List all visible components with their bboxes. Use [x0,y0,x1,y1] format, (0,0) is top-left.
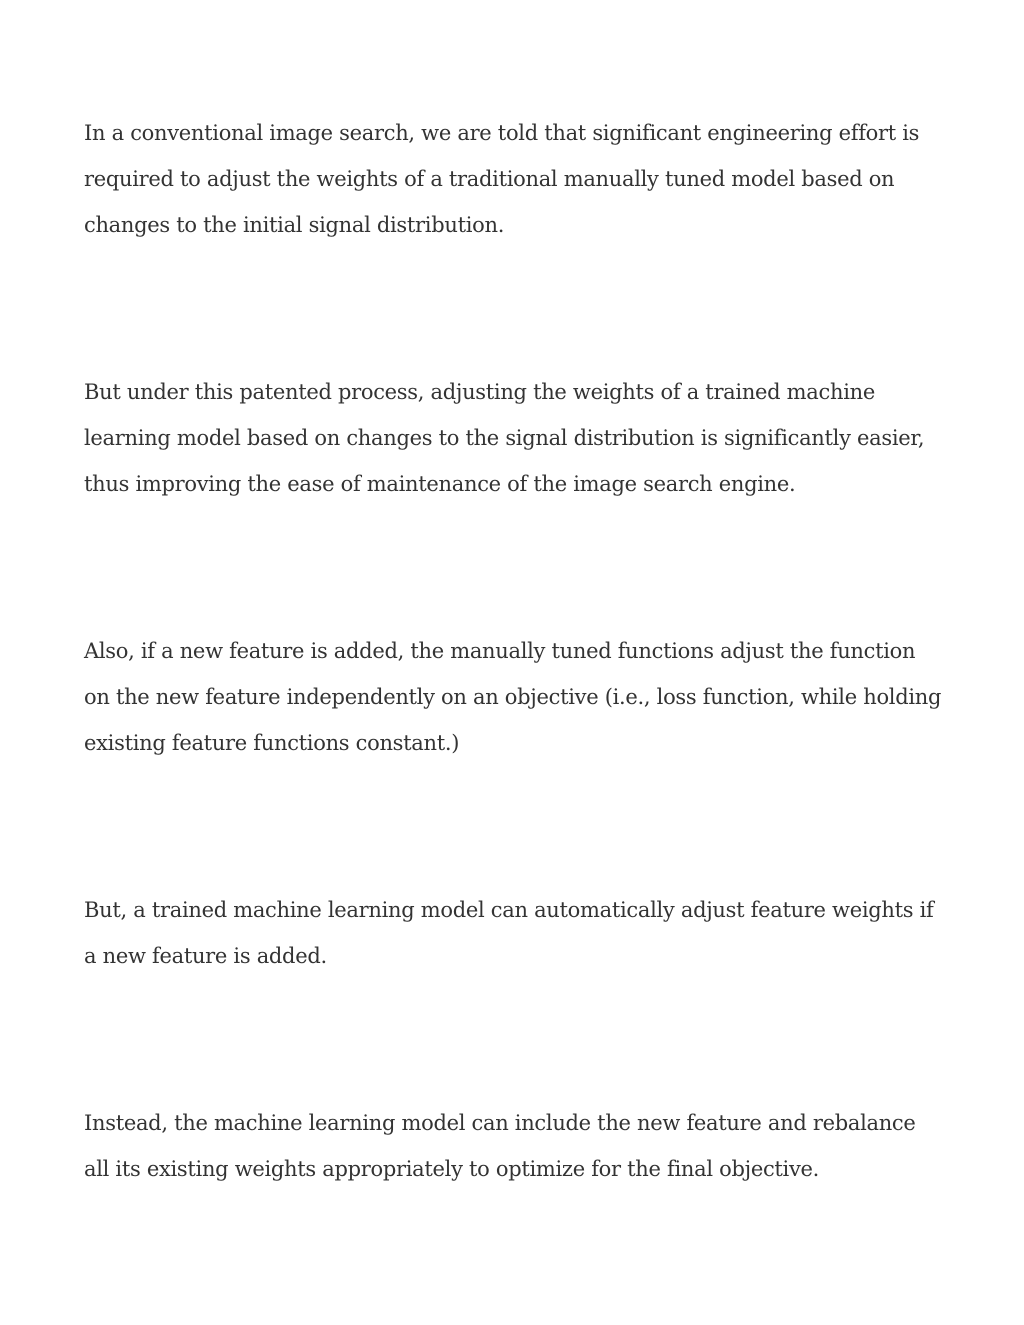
paragraph-2: But under this patented process, adjusting the weights of a trained machine learning model based on changes to the signal distribution is significantly easier, thus improving the ease of maintenance of the image search engine. [84,380,925,496]
paragraph-1: In a conventional image search, we are told that significant engineering effort is required to adjust the weights of a traditional manually tuned model based on changes to the initial signal distribution. [84,121,920,237]
paragraph-5: Instead, the machine learning model can include the new feature and rebalance all its existing weights appropriately to optimize for the final objective. [84,1111,916,1181]
paragraph-4: But, a trained machine learning model can automatically adjust feature weights if a new feature is added. [84,898,934,968]
paragraph-3: Also, if a new feature is added, the manually tuned functions adjust the function on the new feature independently on an objective (i.e., loss function, while holding existing feature functions constant.) [84,639,942,755]
